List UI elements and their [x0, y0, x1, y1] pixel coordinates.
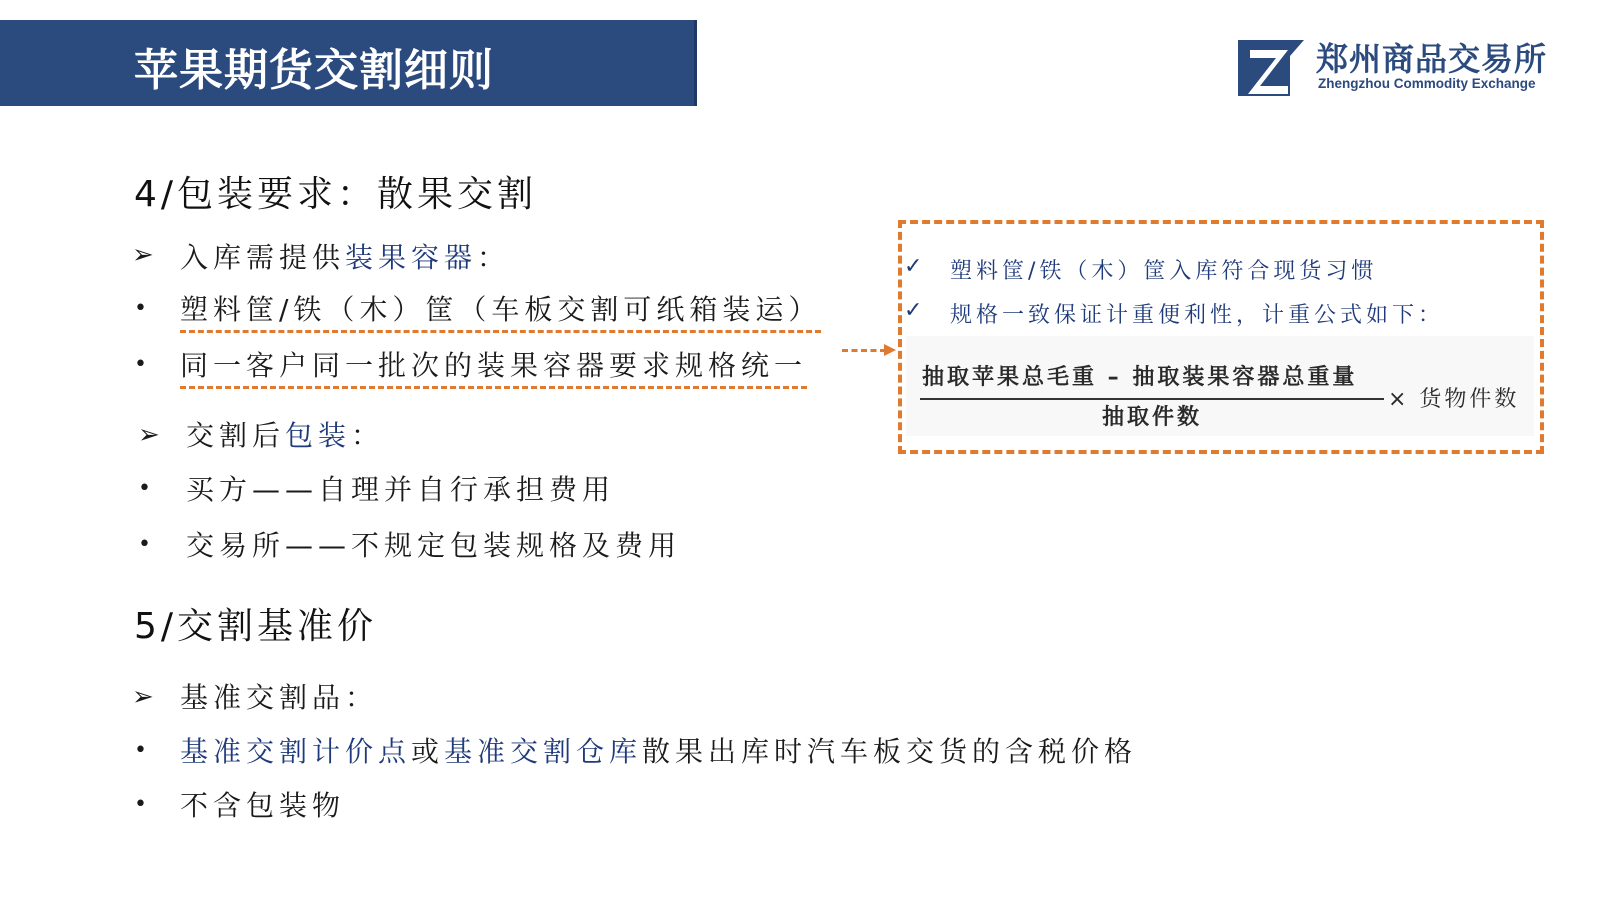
list-item: 买方——自理并自行承担费用: [186, 473, 616, 506]
text-segment: 散果出库时汽车板交货的含税价格: [642, 735, 1138, 768]
logo-chinese-name: 郑州商品交易所: [1316, 40, 1548, 78]
connector-arrow-icon: [884, 344, 896, 356]
exchange-logo-icon: [1238, 36, 1304, 98]
formula-numerator: 抽取苹果总毛重 – 抽取装果容器总重量: [922, 365, 1358, 390]
list-item: [180, 730, 1137, 770]
packaging-intake-line: [180, 236, 510, 276]
bullet-dot-icon: •: [134, 296, 147, 321]
bullet-dot-icon: •: [138, 532, 151, 557]
bullet-dot-icon: •: [134, 738, 147, 763]
list-item: [180, 288, 821, 328]
callout-point-2: 规格一致保证计重便利性，计重公式如下：: [950, 303, 1445, 328]
post-delivery-packaging-line: [186, 414, 384, 454]
text-segment: ：: [477, 241, 511, 274]
formula-denominator: 抽取件数: [1102, 405, 1203, 430]
benchmark-product-line: 基准交割品：: [180, 681, 379, 714]
checkmark-icon: ✓: [904, 254, 923, 279]
text-segment: 交割后: [186, 419, 286, 452]
bullet-dot-icon: •: [134, 792, 147, 817]
arrow-bullet-icon: ➢: [132, 240, 154, 270]
list-item: 不含包装物: [180, 789, 346, 822]
arrow-bullet-icon: ➢: [132, 682, 154, 712]
text-segment: 或: [411, 735, 445, 768]
highlight-text: 包装: [285, 419, 352, 452]
checkmark-icon: ✓: [904, 298, 923, 323]
bullet-dot-icon: •: [138, 476, 151, 501]
title-banner: [0, 20, 697, 106]
text-segment: ：: [351, 419, 385, 452]
underlined-text: 同一客户同一批次的装果容器要求规格统一: [180, 349, 807, 389]
page-title: 苹果期货交割细则: [134, 45, 494, 96]
list-item: [180, 344, 807, 384]
highlight-text: 基准交割计价点: [180, 735, 412, 768]
section-5-heading: 5/交割基准价: [134, 606, 378, 647]
list-item: 交易所——不规定包装规格及费用: [186, 529, 682, 562]
logo-english-name: Zhengzhou Commodity Exchange: [1318, 76, 1536, 91]
formula-multiplier: × 货物件数: [1388, 387, 1520, 412]
bullet-dot-icon: •: [134, 352, 147, 377]
section-4-heading: 4/包装要求：散果交割: [134, 174, 538, 215]
connector-line: [842, 349, 886, 352]
highlight-text: 基准交割仓库: [444, 735, 643, 768]
text-segment: 入库需提供: [180, 241, 346, 274]
callout-point-1: 塑料筐/铁（木）筐入库符合现货习惯: [950, 259, 1378, 284]
arrow-bullet-icon: ➢: [138, 420, 160, 450]
highlight-text: 装果容器: [345, 241, 478, 274]
underlined-text: 塑料筐/铁（木）筐（车板交割可纸箱装运）: [180, 293, 821, 333]
